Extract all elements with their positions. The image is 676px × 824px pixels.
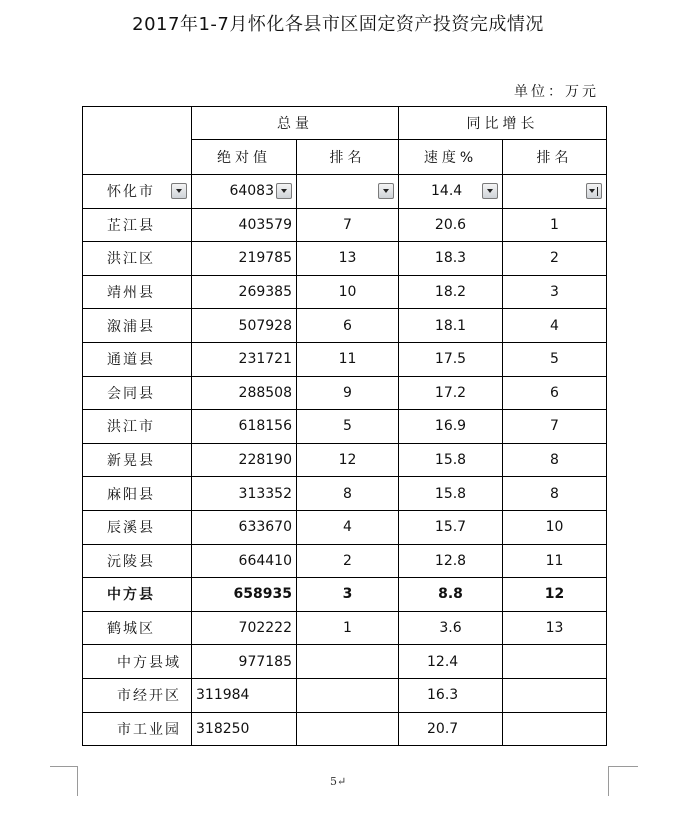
filter-cell-absolute xyxy=(192,175,297,209)
absolute-value: 219785 xyxy=(192,242,297,276)
growth-speed: 15.8 xyxy=(399,477,503,511)
absolute-value: 618156 xyxy=(192,410,297,444)
growth-speed: 12.8 xyxy=(399,544,503,578)
crop-mark xyxy=(50,766,78,767)
table-row xyxy=(83,645,607,679)
growth-speed: 17.5 xyxy=(399,342,503,376)
total-rank: 6 xyxy=(297,309,399,343)
growth-rank: 6 xyxy=(503,376,607,410)
county-name: 鹤城区 xyxy=(83,611,192,645)
total-rank xyxy=(297,712,399,746)
crop-mark xyxy=(608,766,638,767)
growth-rank: 1 xyxy=(503,208,607,242)
growth-speed: 16.3 xyxy=(399,678,503,712)
header-yoy: 同比增长 xyxy=(399,107,607,140)
header-speed: 速度% xyxy=(399,140,503,175)
total-rank: 5 xyxy=(297,410,399,444)
growth-rank: 8 xyxy=(503,477,607,511)
filter-row-absolute: 64083 xyxy=(229,183,274,200)
absolute-value: 658935 xyxy=(192,578,297,612)
growth-rank: 10 xyxy=(503,510,607,544)
growth-speed: 15.7 xyxy=(399,510,503,544)
total-rank: 11 xyxy=(297,342,399,376)
growth-rank xyxy=(503,645,607,679)
filter-row-speed: 14.4 xyxy=(431,183,463,200)
growth-speed: 3.6 xyxy=(399,611,503,645)
zone-name: 市经开区 xyxy=(83,678,192,712)
total-rank: 7 xyxy=(297,208,399,242)
growth-speed: 15.8 xyxy=(399,443,503,477)
table-row xyxy=(83,342,607,376)
growth-rank xyxy=(503,678,607,712)
filter-dropdown-icon[interactable] xyxy=(482,183,498,199)
county-name: 靖州县 xyxy=(83,275,192,309)
absolute-value: 313352 xyxy=(192,477,297,511)
growth-rank: 11 xyxy=(503,544,607,578)
county-name: 洪江区 xyxy=(83,242,192,276)
table-row xyxy=(83,242,607,276)
total-rank: 1 xyxy=(297,611,399,645)
crop-mark xyxy=(77,766,78,796)
growth-rank xyxy=(503,712,607,746)
total-rank: 9 xyxy=(297,376,399,410)
filter-row-name: 怀化市 xyxy=(107,184,155,201)
absolute-value: 664410 xyxy=(192,544,297,578)
absolute-value: 311984 xyxy=(192,678,297,712)
filter-cell-speed xyxy=(399,175,503,209)
table-row xyxy=(83,208,607,242)
county-name: 芷江县 xyxy=(83,208,192,242)
page-number: 5↵ xyxy=(330,775,347,788)
county-name: 麻阳县 xyxy=(83,477,192,511)
header-rank: 排名 xyxy=(297,140,399,175)
growth-rank: 13 xyxy=(503,611,607,645)
growth-rank: 4 xyxy=(503,309,607,343)
total-rank: 10 xyxy=(297,275,399,309)
total-rank: 8 xyxy=(297,477,399,511)
header-rank-yoy: 排名 xyxy=(503,140,607,175)
county-name: 溆浦县 xyxy=(83,309,192,343)
zone-name: 中方县域 xyxy=(83,645,192,679)
county-name: 辰溪县 xyxy=(83,510,192,544)
header-total: 总量 xyxy=(192,107,399,140)
growth-rank: 5 xyxy=(503,342,607,376)
growth-rank: 12 xyxy=(503,578,607,612)
county-name: 通道县 xyxy=(83,342,192,376)
table-row xyxy=(83,578,607,612)
growth-speed: 20.6 xyxy=(399,208,503,242)
total-rank: 2 xyxy=(297,544,399,578)
total-rank xyxy=(297,645,399,679)
table-row xyxy=(83,443,607,477)
filter-cell-rank-yoy xyxy=(503,175,607,209)
absolute-value: 403579 xyxy=(192,208,297,242)
total-rank: 12 xyxy=(297,443,399,477)
investment-table xyxy=(82,106,607,746)
table-row xyxy=(83,275,607,309)
county-name: 沅陵县 xyxy=(83,544,192,578)
absolute-value: 318250 xyxy=(192,712,297,746)
total-rank: 4 xyxy=(297,510,399,544)
total-rank xyxy=(297,678,399,712)
absolute-value: 977185 xyxy=(192,645,297,679)
county-name: 中方县 xyxy=(83,578,192,612)
absolute-value: 288508 xyxy=(192,376,297,410)
header-absolute: 绝对值 xyxy=(192,140,297,175)
growth-speed: 18.3 xyxy=(399,242,503,276)
county-name: 会同县 xyxy=(83,376,192,410)
unit-label: 单位：万元 xyxy=(514,84,599,100)
county-name: 洪江市 xyxy=(83,410,192,444)
growth-speed: 12.4 xyxy=(399,645,503,679)
table-row xyxy=(83,309,607,343)
table-row xyxy=(83,510,607,544)
county-name: 新晃县 xyxy=(83,443,192,477)
filter-row xyxy=(83,175,607,209)
filter-cell-name xyxy=(83,175,192,209)
zone-name: 市工业园 xyxy=(83,712,192,746)
filter-dropdown-icon[interactable] xyxy=(171,183,187,199)
absolute-value: 269385 xyxy=(192,275,297,309)
growth-speed: 8.8 xyxy=(399,578,503,612)
sort-filter-icon[interactable] xyxy=(586,183,602,199)
growth-speed: 17.2 xyxy=(399,376,503,410)
total-rank: 13 xyxy=(297,242,399,276)
table-row xyxy=(83,410,607,444)
growth-rank: 2 xyxy=(503,242,607,276)
filter-dropdown-icon[interactable] xyxy=(276,183,292,199)
table-row xyxy=(83,477,607,511)
growth-speed: 18.2 xyxy=(399,275,503,309)
header-row-1 xyxy=(83,107,607,140)
absolute-value: 507928 xyxy=(192,309,297,343)
table-row xyxy=(83,712,607,746)
growth-speed: 20.7 xyxy=(399,712,503,746)
growth-rank: 7 xyxy=(503,410,607,444)
absolute-value: 702222 xyxy=(192,611,297,645)
growth-rank: 8 xyxy=(503,443,607,477)
growth-speed: 18.1 xyxy=(399,309,503,343)
total-rank: 3 xyxy=(297,578,399,612)
absolute-value: 633670 xyxy=(192,510,297,544)
table-row xyxy=(83,544,607,578)
growth-speed: 16.9 xyxy=(399,410,503,444)
filter-cell-rank xyxy=(297,175,399,209)
absolute-value: 231721 xyxy=(192,342,297,376)
crop-mark xyxy=(608,766,609,796)
absolute-value: 228190 xyxy=(192,443,297,477)
table-row xyxy=(83,678,607,712)
table-row xyxy=(83,611,607,645)
filter-dropdown-icon[interactable] xyxy=(378,183,394,199)
table-row xyxy=(83,376,607,410)
growth-rank: 3 xyxy=(503,275,607,309)
page-title: 2017年1-7月怀化各县市区固定资产投资完成情况 xyxy=(132,14,544,35)
corner-cell xyxy=(83,107,192,175)
